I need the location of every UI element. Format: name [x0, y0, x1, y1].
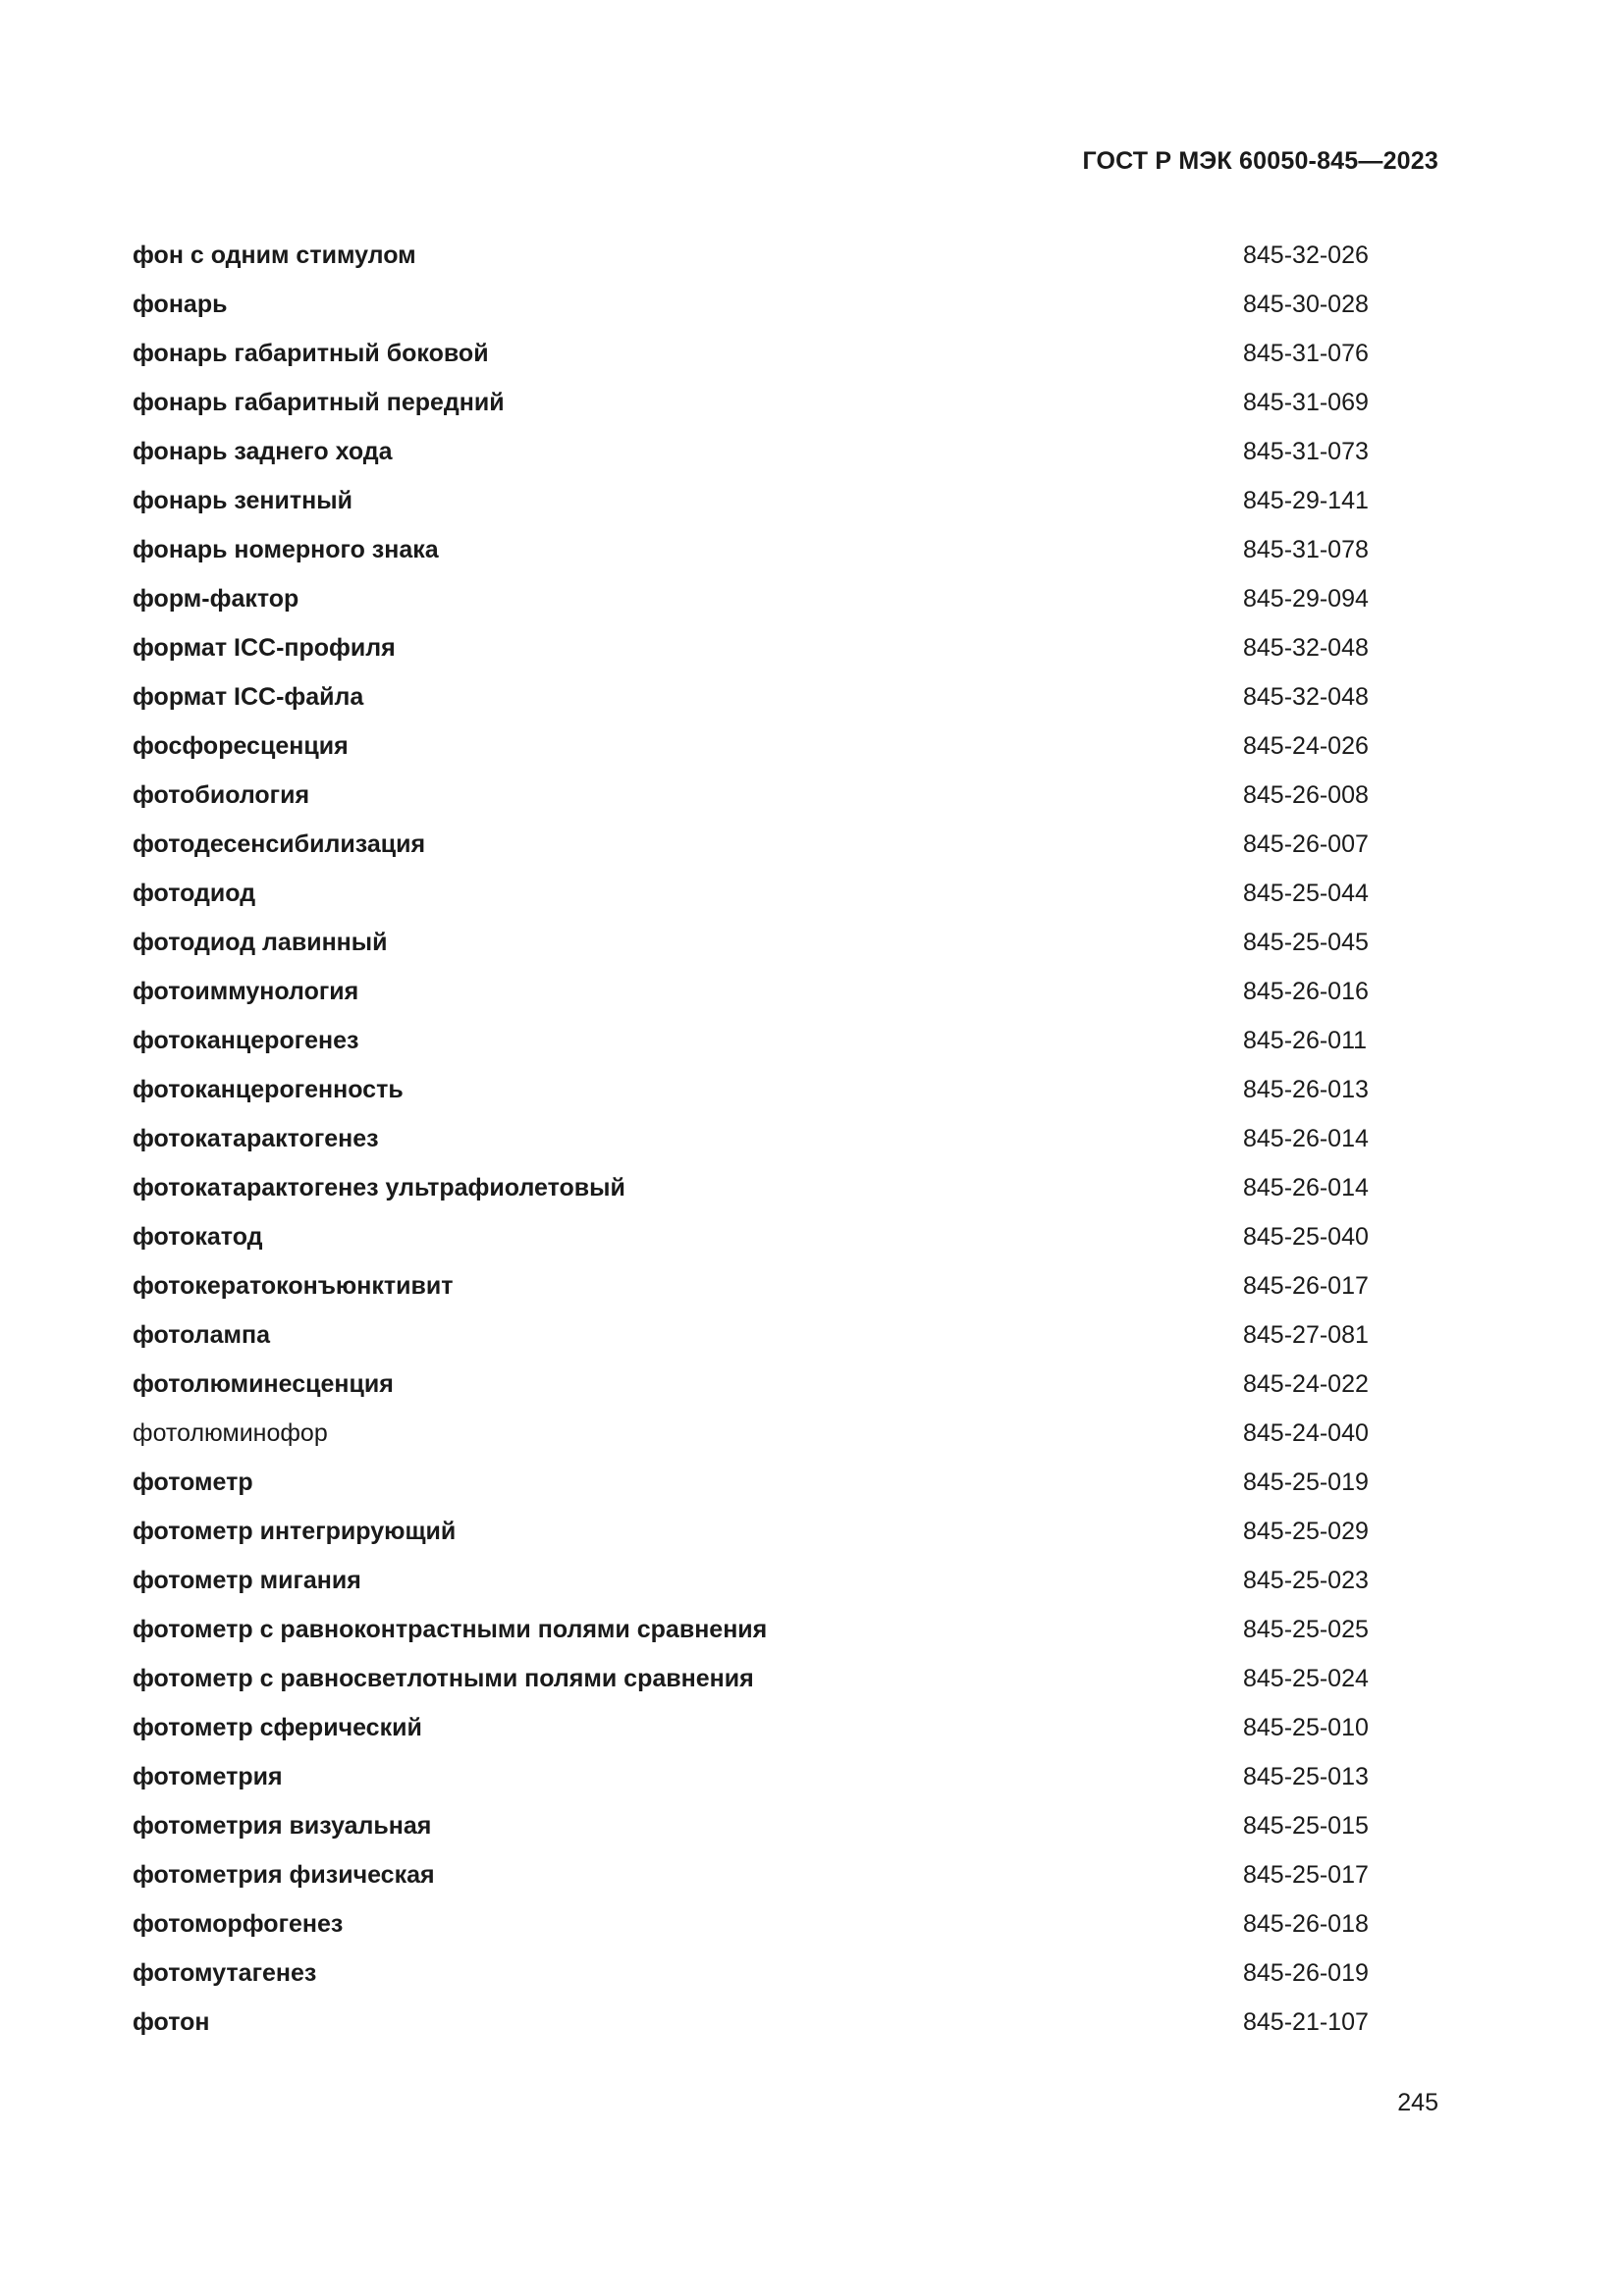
index-term-code: 845-26-017	[1243, 1272, 1369, 1300]
index-entry-row	[133, 1561, 1438, 1610]
index-term-code: 845-31-069	[1243, 389, 1369, 416]
index-term: фонарь зенитный	[133, 487, 352, 514]
index-entry-row	[133, 383, 1438, 432]
index-term-code: 845-25-023	[1243, 1567, 1369, 1594]
index-term-code: 845-27-081	[1243, 1321, 1369, 1349]
index-term-code: 845-29-141	[1243, 487, 1369, 514]
index-entry-row	[133, 579, 1438, 628]
index-term-code: 845-26-013	[1243, 1076, 1369, 1103]
index-term-code: 845-25-029	[1243, 1518, 1369, 1545]
index-entry-row	[133, 1217, 1438, 1266]
index-term: фотометр интегрирующий	[133, 1518, 457, 1545]
index-term: фотометр с равноконтрастными полями сравнения	[133, 1616, 768, 1643]
index-term-code: 845-26-011	[1243, 1027, 1368, 1054]
index-term: фотометр мигания	[133, 1567, 361, 1594]
index-entry-row	[133, 2002, 1438, 2052]
index-term: фотокератоконъюнктивит	[133, 1272, 454, 1300]
index-term-code: 845-21-107	[1243, 2008, 1369, 2036]
index-entry-row	[133, 874, 1438, 923]
index-entry-row	[133, 530, 1438, 579]
document-header-title: ГОСТ Р МЭК 60050-845—2023	[1082, 147, 1438, 175]
index-entry-row	[133, 1266, 1438, 1315]
index-term: фотоиммунология	[133, 978, 359, 1005]
index-term-code: 845-26-014	[1243, 1125, 1369, 1152]
index-term: фотомутагенез	[133, 1959, 317, 1987]
index-term-code: 845-25-010	[1243, 1714, 1369, 1741]
index-term-code: 845-32-048	[1243, 634, 1369, 662]
index-term-code: 845-32-026	[1243, 241, 1369, 269]
index-entry-row	[133, 1021, 1438, 1070]
index-term: фотометрия визуальная	[133, 1812, 432, 1840]
index-term: фотон	[133, 2008, 210, 2036]
index-term-code: 845-24-026	[1243, 732, 1369, 760]
index-term: фотоморфогенез	[133, 1910, 344, 1938]
index-entry-row	[133, 923, 1438, 972]
index-entry-row	[133, 1855, 1438, 1904]
index-term: фотоканцерогенность	[133, 1076, 404, 1103]
index-term-code: 845-26-014	[1243, 1174, 1369, 1201]
index-term: фотодесенсибилизация	[133, 830, 426, 858]
index-term-code: 845-25-025	[1243, 1616, 1369, 1643]
index-entry-row	[133, 1070, 1438, 1119]
index-term: фотолюминесценция	[133, 1370, 394, 1398]
index-entry-row	[133, 1659, 1438, 1708]
index-term: фотолампа	[133, 1321, 271, 1349]
index-term: фотометр сферический	[133, 1714, 422, 1741]
index-term: форм-фактор	[133, 585, 299, 613]
index-term: фотометрия	[133, 1763, 283, 1790]
index-term: формат ICC-файла	[133, 683, 364, 711]
index-term-code: 845-31-078	[1243, 536, 1369, 563]
index-entry-row	[133, 775, 1438, 825]
index-entry-row	[133, 628, 1438, 677]
index-term-code: 845-26-007	[1243, 830, 1369, 858]
index-term-code: 845-25-045	[1243, 929, 1369, 956]
index-term-code: 845-26-016	[1243, 978, 1369, 1005]
index-term: фотометр с равносветлотными полями сравнения	[133, 1665, 754, 1692]
index-entry-row	[133, 1315, 1438, 1364]
index-entry-row	[133, 334, 1438, 383]
index-entry-row	[133, 236, 1438, 285]
index-term: фонарь номерного знака	[133, 536, 439, 563]
index-entry-row	[133, 481, 1438, 530]
index-entry-row	[133, 1119, 1438, 1168]
index-term: фотометрия физическая	[133, 1861, 435, 1889]
index-term-code: 845-26-019	[1243, 1959, 1369, 1987]
index-entry-row	[133, 1806, 1438, 1855]
index-entry-row	[133, 1463, 1438, 1512]
index-term: фонарь заднего хода	[133, 438, 393, 465]
index-term-code: 845-31-073	[1243, 438, 1369, 465]
index-term-code: 845-26-008	[1243, 781, 1369, 809]
index-entry-row	[133, 285, 1438, 334]
index-term-code: 845-25-017	[1243, 1861, 1369, 1889]
index-term-code: 845-25-019	[1243, 1468, 1369, 1496]
index-term: формат ICC-профиля	[133, 634, 396, 662]
index-term-code: 845-25-044	[1243, 880, 1369, 907]
index-term: фонарь габаритный боковой	[133, 340, 489, 367]
index-entry-row	[133, 726, 1438, 775]
index-entry-row	[133, 1953, 1438, 2002]
index-term: фотокатарактогенез ультрафиолетовый	[133, 1174, 625, 1201]
index-entry-row	[133, 1904, 1438, 1953]
index-entry-row	[133, 1757, 1438, 1806]
index-term-code: 845-25-015	[1243, 1812, 1369, 1840]
index-term-code: 845-31-076	[1243, 340, 1369, 367]
index-term-code: 845-30-028	[1243, 291, 1369, 318]
index-term-code: 845-24-022	[1243, 1370, 1369, 1398]
index-entry-row	[133, 1708, 1438, 1757]
index-term: фотодиод	[133, 880, 256, 907]
index-term: фотокатод	[133, 1223, 263, 1251]
index-term-code: 845-25-024	[1243, 1665, 1369, 1692]
index-term: фон с одним стимулом	[133, 241, 416, 269]
index-term-code: 845-32-048	[1243, 683, 1369, 711]
index-entry-row	[133, 432, 1438, 481]
index-term: фотоканцерогенез	[133, 1027, 359, 1054]
index-entry-row	[133, 972, 1438, 1021]
index-entry-row	[133, 1168, 1438, 1217]
index-term-code: 845-25-040	[1243, 1223, 1369, 1251]
index-term-code: 845-26-018	[1243, 1910, 1369, 1938]
index-term: фосфоресценция	[133, 732, 349, 760]
index-term: фотолюминофор	[133, 1419, 328, 1447]
index-entry-row	[133, 1364, 1438, 1414]
index-entry-row	[133, 825, 1438, 874]
index-term: фонарь габаритный передний	[133, 389, 505, 416]
index-term: фотобиология	[133, 781, 310, 809]
index-term-code: 845-29-094	[1243, 585, 1369, 613]
term-index-list	[133, 236, 1438, 2052]
index-term: фотокатарактогенез	[133, 1125, 379, 1152]
index-term: фотодиод лавинный	[133, 929, 388, 956]
index-entry-row	[133, 677, 1438, 726]
index-entry-row	[133, 1414, 1438, 1463]
index-term-code: 845-25-013	[1243, 1763, 1369, 1790]
index-entry-row	[133, 1512, 1438, 1561]
index-entry-row	[133, 1610, 1438, 1659]
page-number: 245	[1397, 2089, 1438, 2116]
index-term: фотометр	[133, 1468, 253, 1496]
index-term-code: 845-24-040	[1243, 1419, 1369, 1447]
index-term: фонарь	[133, 291, 228, 318]
